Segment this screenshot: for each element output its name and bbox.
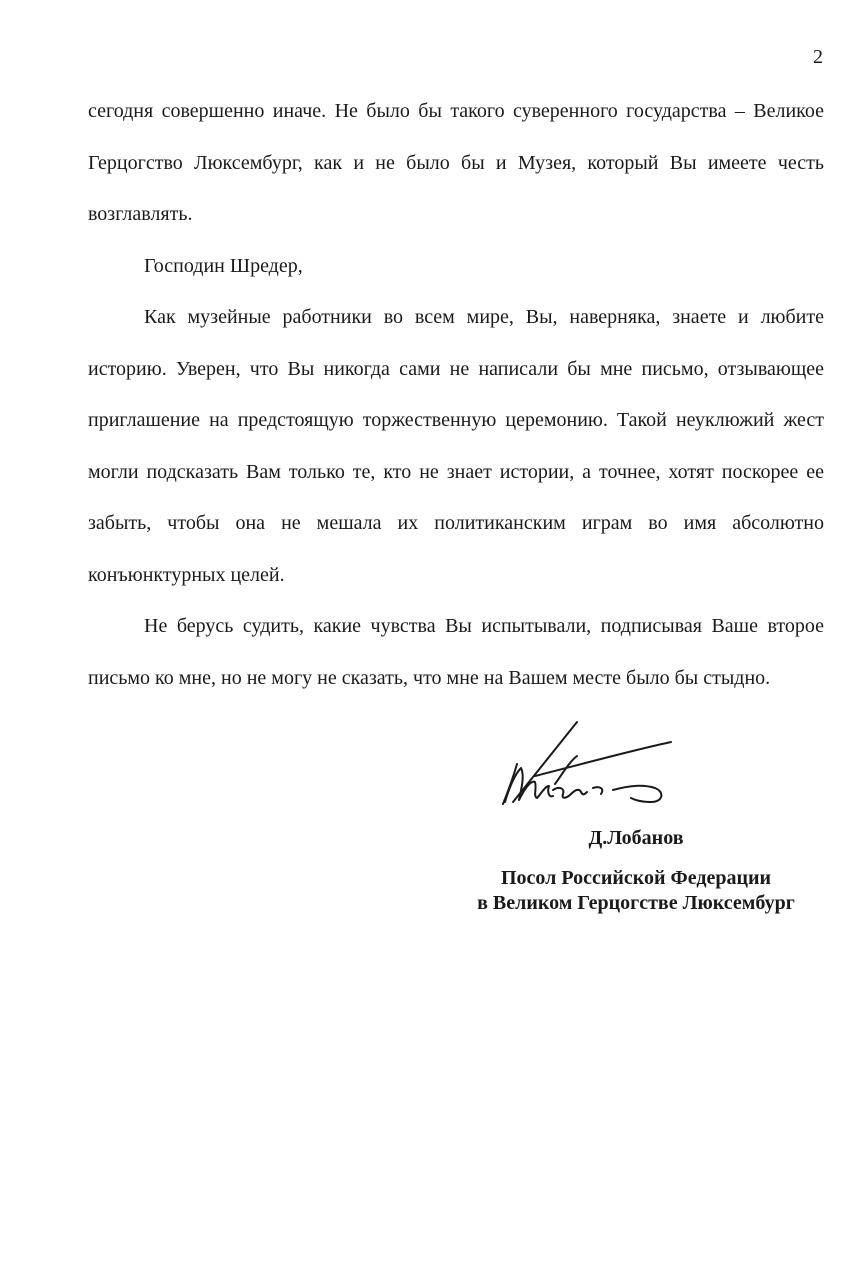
salutation: Господин Шредер, [144, 254, 303, 277]
paragraph-continuation: сегодня совершенно иначе. Не было бы такого суверенного государства – Великое Герцогство Люксембург, как и не было бы и Музея, который Вы имеете честь возглавлять. [88, 100, 824, 225]
signatory-title-line2: в Великом Герцогстве Люксембург [477, 892, 795, 914]
paragraph-history: Как музейные работники во всем мире, Вы, наверняка, знаете и любите историю. Уверен, что Вы никогда сами не написали бы мне письмо, отзывающее приглашение на предстоящую торжественную церемонию. Такой неуклюжий жест могли подсказать Вам только те, кто не знает истории, а точнее, хотят поскорее ее забыть, чтобы она не мешала их политиканским играм во имя абсолютно конъюнктурных целей. [88, 306, 824, 586]
page-number: 2 [813, 46, 823, 68]
letter-body [88, 86, 824, 704]
signature-block [430, 826, 842, 916]
signatory-name: Д.Лобанов [588, 827, 684, 849]
handwritten-signature-icon [495, 716, 675, 816]
signatory-title-line1: Посол Российской Федерации [500, 867, 772, 889]
paragraph-closing: Не берусь судить, какие чувства Вы испытывали, подписывая Ваше второе письмо ко мне, но не могу не сказать, что мне на Вашем месте было бы стыдно. [88, 615, 824, 689]
